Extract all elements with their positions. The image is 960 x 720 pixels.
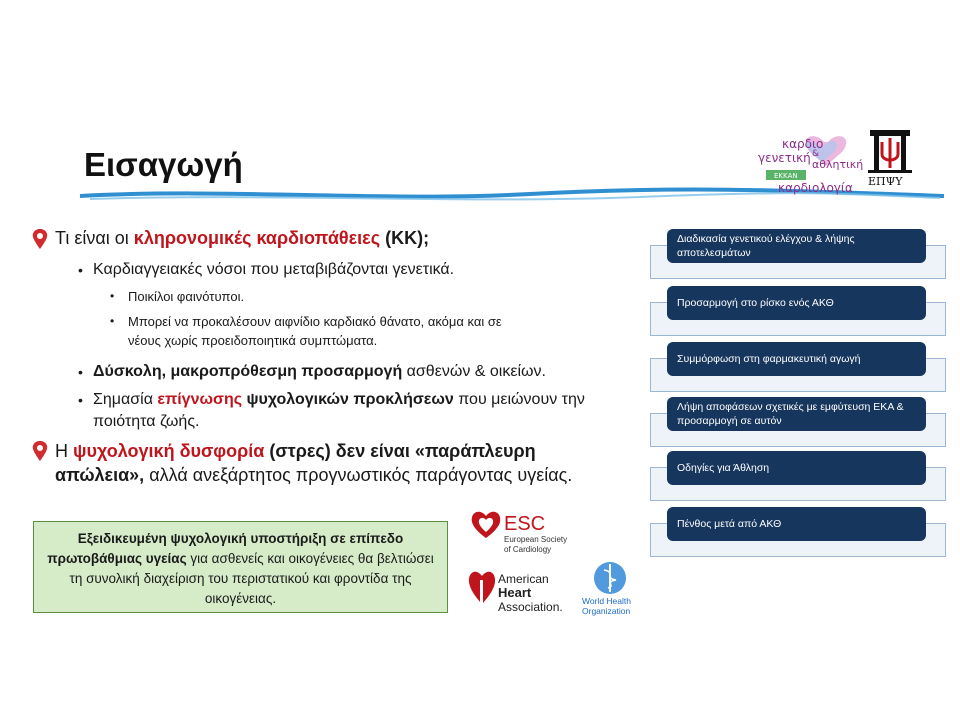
- bullet-dot: •: [78, 262, 83, 278]
- kardio-word-5: καρδιολογία: [778, 181, 853, 195]
- who-logo: [580, 558, 640, 616]
- flow-item-genetic-testing: Διαδικασία γενετικού ελέγχου & λήψης αποτελεσμάτων: [667, 229, 926, 263]
- location-pin-icon: [30, 228, 50, 250]
- who-line1: World Health: [582, 596, 631, 606]
- question-hereditary-cardiopathies: Τι είναι οι κληρονομικές καρδιοπάθειες (ΚΚ);: [55, 228, 430, 248]
- aha-line3: Association.: [498, 600, 563, 614]
- kardio-word-4: αθλητική: [812, 158, 864, 171]
- epsy-logo: [862, 128, 918, 188]
- bullet-dot: •: [110, 314, 115, 328]
- bullet-awareness: Σημασία επίγνωσης ψυχολογικών προκλήσεων που μειώνουν την: [93, 391, 585, 408]
- esc-sub1: European Society: [504, 535, 568, 544]
- bullet-sudden-death-2: νέους χωρίς προειδοποιητικά συμπτώματα.: [128, 333, 378, 348]
- aha-line2: Heart: [498, 585, 532, 600]
- bullet-cardiovascular-genetic: Καρδιαγγειακές νόσοι που μεταβιβάζονται γενετικά.: [93, 261, 455, 278]
- flow-item-icd-decisions: Λήψη αποφάσεων σχετικές με εμφύτευση ΕΚΑ & προσαρμογή σε αυτόν: [667, 397, 926, 431]
- primary-care-support-box: Εξειδικευμένη ψυχολογική υποστήριξη σε επίπεδο πρωτοβάθμιας υγείας για ασθενείς και οικογένειες θα βελτιώσει τη συνολική διαχείριση του περιστατικού και φροντίδα της οικογένειας.: [33, 521, 448, 613]
- flow-item-grief: Πένθος μετά από ΑΚΘ: [667, 507, 926, 541]
- esc-name: ESC: [504, 513, 546, 535]
- esc-sub2: of Cardiology: [504, 545, 552, 554]
- bullet-awareness-line2: ποιότητα ζωής.: [93, 413, 200, 430]
- bullet-dot: •: [78, 392, 83, 408]
- kardio-word-1: καρδιο: [782, 137, 824, 151]
- flow-item-medication-adherence: Συμμόρφωση στη φαρμακευτική αγωγή: [667, 342, 926, 376]
- flow-item-risk-adaptation: Προσαρμογή στο ρίσκο ενός ΑΚΘ: [667, 286, 926, 320]
- epsy-label: ΕΠΨΥ: [868, 175, 903, 188]
- bullet-dot: •: [110, 289, 115, 303]
- page-title: Εισαγωγή: [84, 146, 243, 183]
- aha-line1: American: [498, 572, 549, 586]
- bullet-sudden-death-1: Μπορεί να προκαλέσουν αιφνίδιο καρδιακό θάνατο, ακόμα και σε: [128, 314, 502, 329]
- flow-item-exercise-guidance: Οδηγίες για Άθληση: [667, 451, 926, 485]
- bullet-phenotypes: Ποικίλοι φαινότυποι.: [128, 289, 245, 304]
- kardio-logo: [754, 130, 864, 198]
- esc-logo: [470, 508, 582, 558]
- kardio-word-6: ΕΚΚΑΝ: [774, 172, 798, 180]
- kardio-word-2: γενετική: [758, 151, 811, 165]
- kardio-word-3: &: [812, 149, 820, 159]
- aha-logo: [468, 566, 576, 616]
- location-pin-icon: [30, 440, 50, 462]
- bullet-adaptation: Δύσκολη, μακροπρόθεσμη προσαρμογή ασθενών & οικείων.: [93, 363, 546, 380]
- psychological-distress-statement: Η ψυχολογική δυσφορία (στρες) δεν είναι «παράπλευρη απώλεια», αλλά ανεξάρτητος προγνωστικός παράγοντας υγείας.: [55, 441, 573, 485]
- who-line2: Organization: [582, 606, 631, 616]
- bullet-dot: •: [78, 364, 83, 380]
